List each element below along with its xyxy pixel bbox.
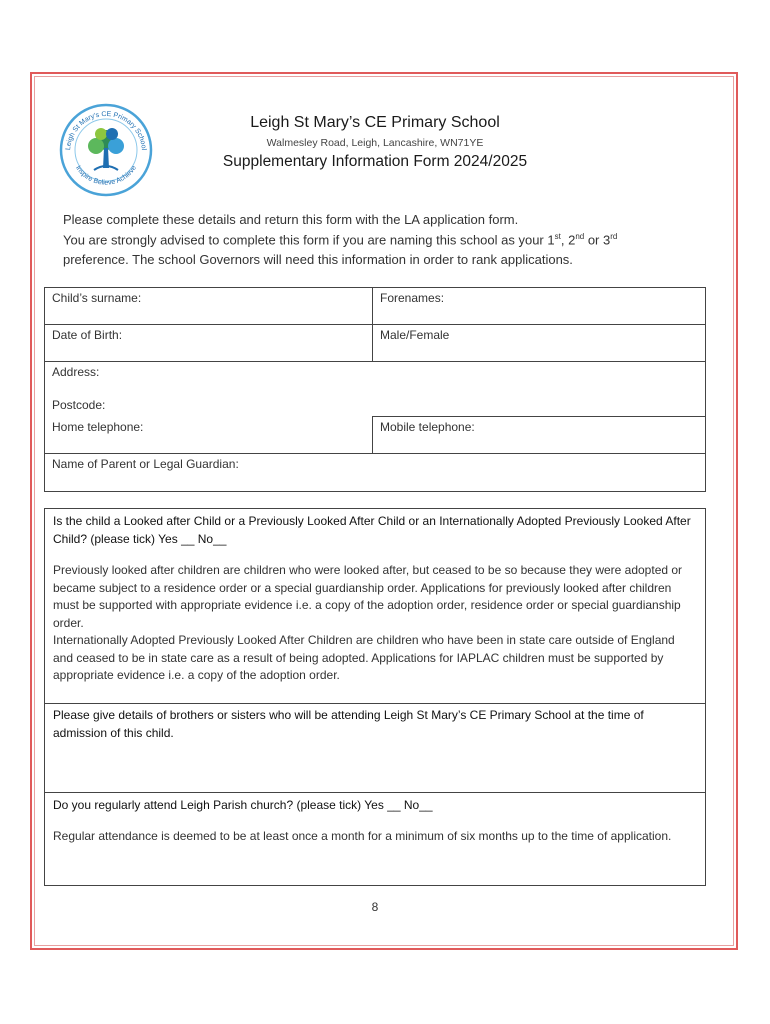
parent-guardian-field[interactable]: Name of Parent or Legal Guardian:	[45, 454, 706, 492]
church-attendance-section	[44, 792, 706, 886]
church-info: Regular attendance is deemed to be at least once a month for a minimum of six months up to the time of application.	[53, 829, 672, 843]
school-name: Leigh St Mary’s CE Primary School	[250, 114, 500, 131]
church-question[interactable]: Do you regularly attend Leigh Parish church? (please tick) Yes __ No__	[53, 798, 433, 812]
siblings-section[interactable]	[44, 703, 706, 793]
mobile-telephone-field[interactable]: Mobile telephone:	[373, 417, 706, 454]
school-address: Walmesley Road, Leigh, Lancashire, WN71YE	[266, 137, 484, 149]
logo-text-top: Leigh St Mary's CE Primary School	[65, 110, 147, 151]
childs-surname-field[interactable]: Child’s surname:	[45, 288, 373, 325]
looked-after-child-section	[44, 508, 706, 704]
looked-after-info: Previously looked after children are children who were looked after, but ceased to be so because they were adopted or became subject to a residence order or a special guardianship order. Applications for previously looked after children must be supported with appropriate evidence i.e. a copy of the adoption order, residence order or special guardianship order.	[53, 563, 683, 630]
page-number: 8	[371, 900, 379, 914]
intro-line-1: Please complete these details and return this form with the LA application form.	[63, 212, 519, 227]
date-of-birth-field[interactable]: Date of Birth:	[45, 325, 373, 362]
looked-after-question[interactable]: Is the child a Looked after Child or a Previously Looked After Child or an Internationally Adopted Previously Looked After Child? (please tick) Yes __ No__	[53, 514, 691, 546]
postcode-label: Postcode:	[52, 398, 106, 412]
school-logo	[58, 102, 154, 198]
intro-line-3: preference. The school Governors will need this information in order to rank applications.	[63, 252, 573, 267]
gender-field[interactable]: Male/Female	[373, 325, 706, 362]
siblings-question: Please give details of brothers or sisters who will be attending Leigh St Mary’s CE Primary School at the time of admission of this child.	[53, 708, 644, 740]
forenames-field[interactable]: Forenames:	[373, 288, 706, 325]
intro-line-2: You are strongly advised to complete this form if you are naming this school as your 1st, 2nd or 3rd	[63, 232, 618, 248]
home-telephone-field[interactable]: Home telephone:	[45, 417, 373, 454]
address-field[interactable]: Address: Postcode:	[45, 362, 706, 417]
child-details-table	[44, 287, 706, 492]
iaplac-info: Internationally Adopted Previously Looked After Children are children who have been in state care outside of England and ceased to be in state care as a result of being adopted. Applications for IAPLAC children must be supported by appropriate evidence i.e. a copy of the adoption order.	[53, 633, 675, 682]
logo-text-bottom: Inspire Believe Achieve	[74, 164, 138, 187]
form-title: Supplementary Information Form 2024/2025	[222, 153, 528, 170]
